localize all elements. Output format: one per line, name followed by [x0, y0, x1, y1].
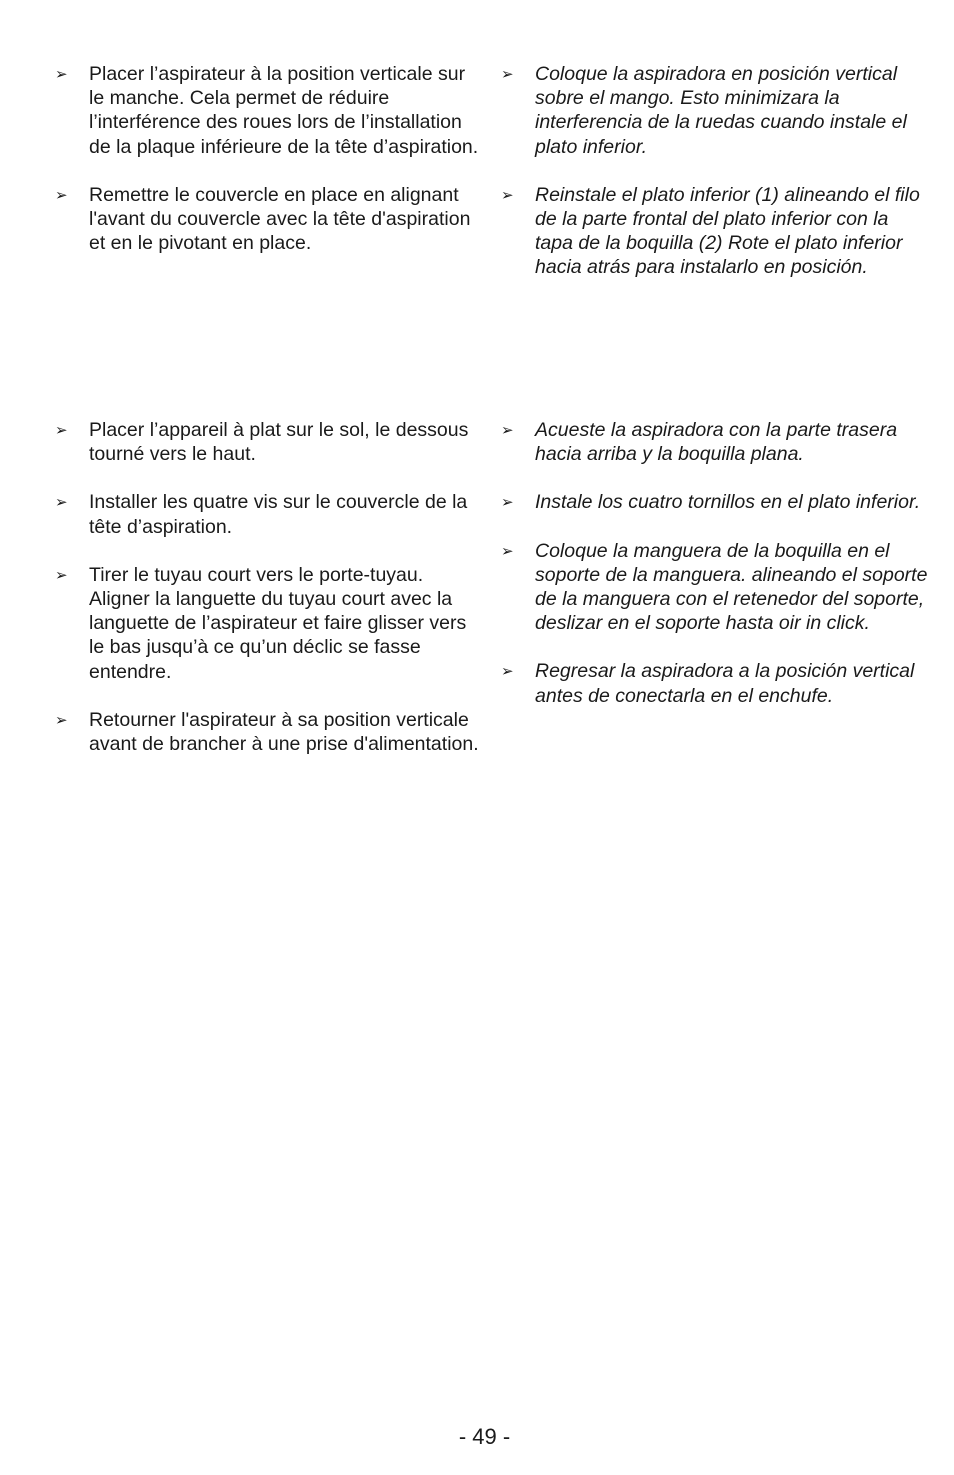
instruction-text: Installer les quatre vis sur le couvercle de la tête d’aspiration. [89, 491, 468, 538]
list-item [501, 418, 931, 466]
instruction-text: Acueste la aspiradora con la parte trasera hacia arriba y la boquilla plana. [535, 419, 898, 466]
list-item [55, 708, 480, 756]
list-item [501, 490, 931, 514]
instruction-text: Reinstale el plato inferior (1) alineando el filo de la parte frontal del plato inferior con la tapa de la boquilla (2) Rote el plato inferior hacia atrás para instalarlo en posición. [535, 183, 920, 279]
arrow-bullet-icon: ➢ [55, 493, 68, 512]
instruction-text: Instale los cuatro tornillos en el plato inferior. [535, 491, 921, 514]
instruction-text: Retourner l'aspirateur à sa position verticale avant de brancher à une prise d'alimentation. [89, 708, 479, 756]
list-item [501, 62, 931, 159]
list-item [55, 62, 480, 159]
page-number: - 49 - [458, 1424, 511, 1449]
arrow-bullet-icon: ➢ [501, 421, 514, 439]
list-item [55, 183, 480, 256]
spanish-column-1 [501, 62, 931, 304]
list-item [55, 563, 480, 684]
list-item [55, 418, 480, 466]
arrow-bullet-icon: ➢ [55, 185, 68, 204]
instruction-text: Remettre le couvercle en place en alignant l'avant du couvercle avec la tête d'aspiration et en le pivotant en place. [89, 183, 471, 255]
instruction-text: Regresar la aspiradora a la posición vertical antes de conectarla en el enchufe. [535, 660, 915, 707]
instruction-text: Tirer le tuyau court vers le porte-tuyau. Aligner la languette du tuyau court avec la languette de l’aspirateur et faire glisser vers le bas jusqu’à ce qu’un déclic se fasse entendre. [89, 563, 467, 683]
arrow-bullet-icon: ➢ [501, 662, 514, 681]
spanish-column-2 [501, 418, 931, 732]
instruction-text: Coloque la aspiradora en posición vertical sobre el mango. Esto minimizara la interferencia de la ruedas cuando instale el plato inferior. [535, 63, 907, 158]
arrow-bullet-icon: ➢ [55, 565, 68, 584]
list-item [501, 539, 931, 636]
arrow-bullet-icon: ➢ [501, 185, 514, 204]
list-item [501, 183, 931, 280]
arrow-bullet-icon: ➢ [501, 65, 514, 83]
french-column-2 [55, 418, 480, 780]
french-column-1 [55, 62, 480, 279]
instruction-text: Placer l’aspirateur à la position verticale sur le manche. Cela permet de réduire l’interférence des roues lors de l’installation de la plaque inférieure de la tête d’aspiration. [89, 63, 479, 158]
instruction-text: Placer l’appareil à plat sur le sol, le dessous tourné vers le haut. [89, 419, 469, 466]
arrow-bullet-icon: ➢ [501, 541, 514, 560]
instruction-text: Coloque la manguera de la boquilla en el soporte de la manguera. alineando el soporte de la manguera con el retenedor del soporte, deslizar en el soporte hasta oir in click. [535, 539, 928, 635]
arrow-bullet-icon: ➢ [55, 710, 68, 729]
arrow-bullet-icon: ➢ [55, 421, 68, 439]
list-item [501, 659, 931, 707]
list-item [55, 490, 480, 538]
arrow-bullet-icon: ➢ [55, 65, 68, 83]
arrow-bullet-icon: ➢ [501, 493, 514, 512]
